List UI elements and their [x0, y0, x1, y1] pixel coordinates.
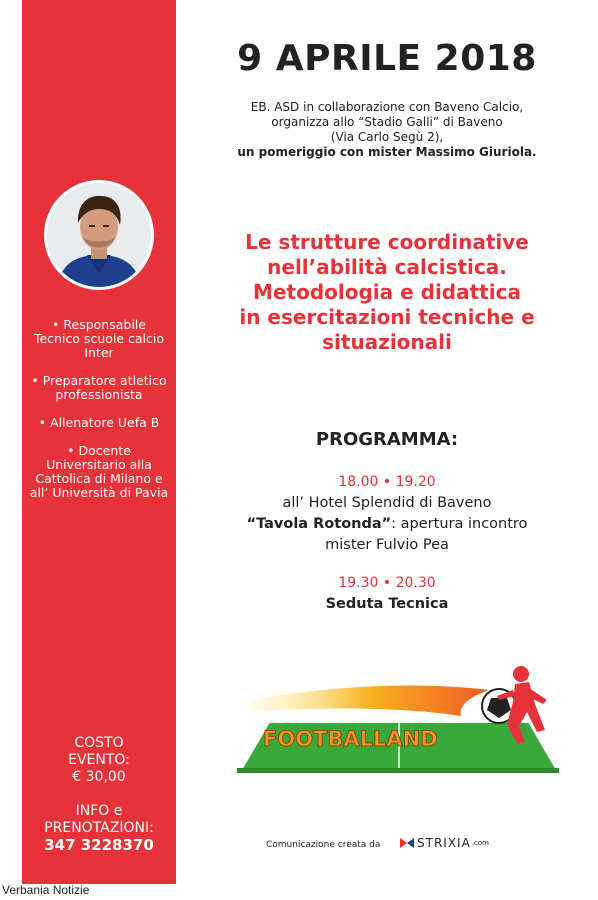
session-title: “Tavola Rotonda”	[246, 516, 392, 532]
footballand-logo-graphic	[229, 660, 559, 778]
intro-line: EB. ASD in collaborazione con Baveno Calcio,	[250, 100, 524, 114]
session-description: : apertura incontro	[391, 516, 528, 532]
session-time: 19.30 • 20.30	[338, 575, 436, 591]
headline-line: Le strutture coordinative	[245, 230, 529, 254]
info-label: PRENOTAZIONI:	[44, 820, 154, 836]
cost-label: COSTO	[74, 735, 124, 751]
headline-line: nell’abilità calcistica.	[267, 255, 507, 279]
footballand-logo	[229, 660, 559, 782]
session-2	[176, 573, 598, 615]
speaker-credentials	[28, 318, 170, 514]
credit-text: Comunicazione creata da	[266, 840, 381, 850]
source-watermark: Verbania Notizie	[2, 883, 90, 897]
headline-line: Metodologia e didattica	[253, 280, 521, 304]
event-date: 9 APRILE 2018	[237, 38, 537, 79]
session-title: Seduta Tecnica	[325, 596, 449, 612]
phone-number[interactable]: 347 3228370	[44, 836, 154, 854]
event-intro	[176, 100, 598, 160]
logo-text: FOOTBALLAND	[263, 727, 438, 751]
credential-item: • Allenatore Uefa B	[38, 415, 160, 430]
strixia-name: STRIXIA	[417, 836, 471, 850]
cost-block	[22, 735, 176, 786]
left-red-sidebar	[22, 0, 176, 884]
credential-item: • Responsabile Tecnico scuole calcio Inter	[33, 317, 165, 360]
session-time: 18.00 • 19.20	[338, 474, 436, 490]
portrait-illustration	[47, 183, 151, 287]
session-place: all’ Hotel Splendid di Baveno	[282, 495, 492, 511]
cost-value: € 30,00	[72, 769, 126, 785]
intro-line: un pomeriggio con mister Massimo Giuriola.	[237, 145, 537, 159]
headline-line: in esercitazioni tecniche e	[239, 305, 535, 329]
intro-line: (Via Carlo Segù 2),	[330, 130, 444, 144]
session-host: mister Fulvio Pea	[325, 537, 449, 553]
strixia-logo-icon	[400, 838, 414, 848]
credential-item: • Docente Universitario alla Cattolica di Milano e all’ Università di Pavia	[29, 443, 169, 500]
strixia-brand[interactable]	[400, 836, 489, 850]
programma-title: PROGRAMMA:	[315, 429, 459, 450]
intro-line: organizza allo “Stadio Galli” di Baveno	[271, 115, 503, 129]
event-headline	[176, 230, 598, 355]
credential-item: • Preparatore atletico professionista	[31, 373, 167, 402]
speaker-portrait	[44, 180, 154, 290]
session-title-line	[176, 514, 598, 535]
strixia-suffix: .com	[471, 839, 489, 847]
session-1	[176, 472, 598, 556]
headline-line: situazionali	[322, 330, 452, 354]
cost-label: EVENTO:	[68, 752, 130, 768]
info-label: INFO e	[75, 803, 123, 819]
info-block	[22, 803, 176, 854]
